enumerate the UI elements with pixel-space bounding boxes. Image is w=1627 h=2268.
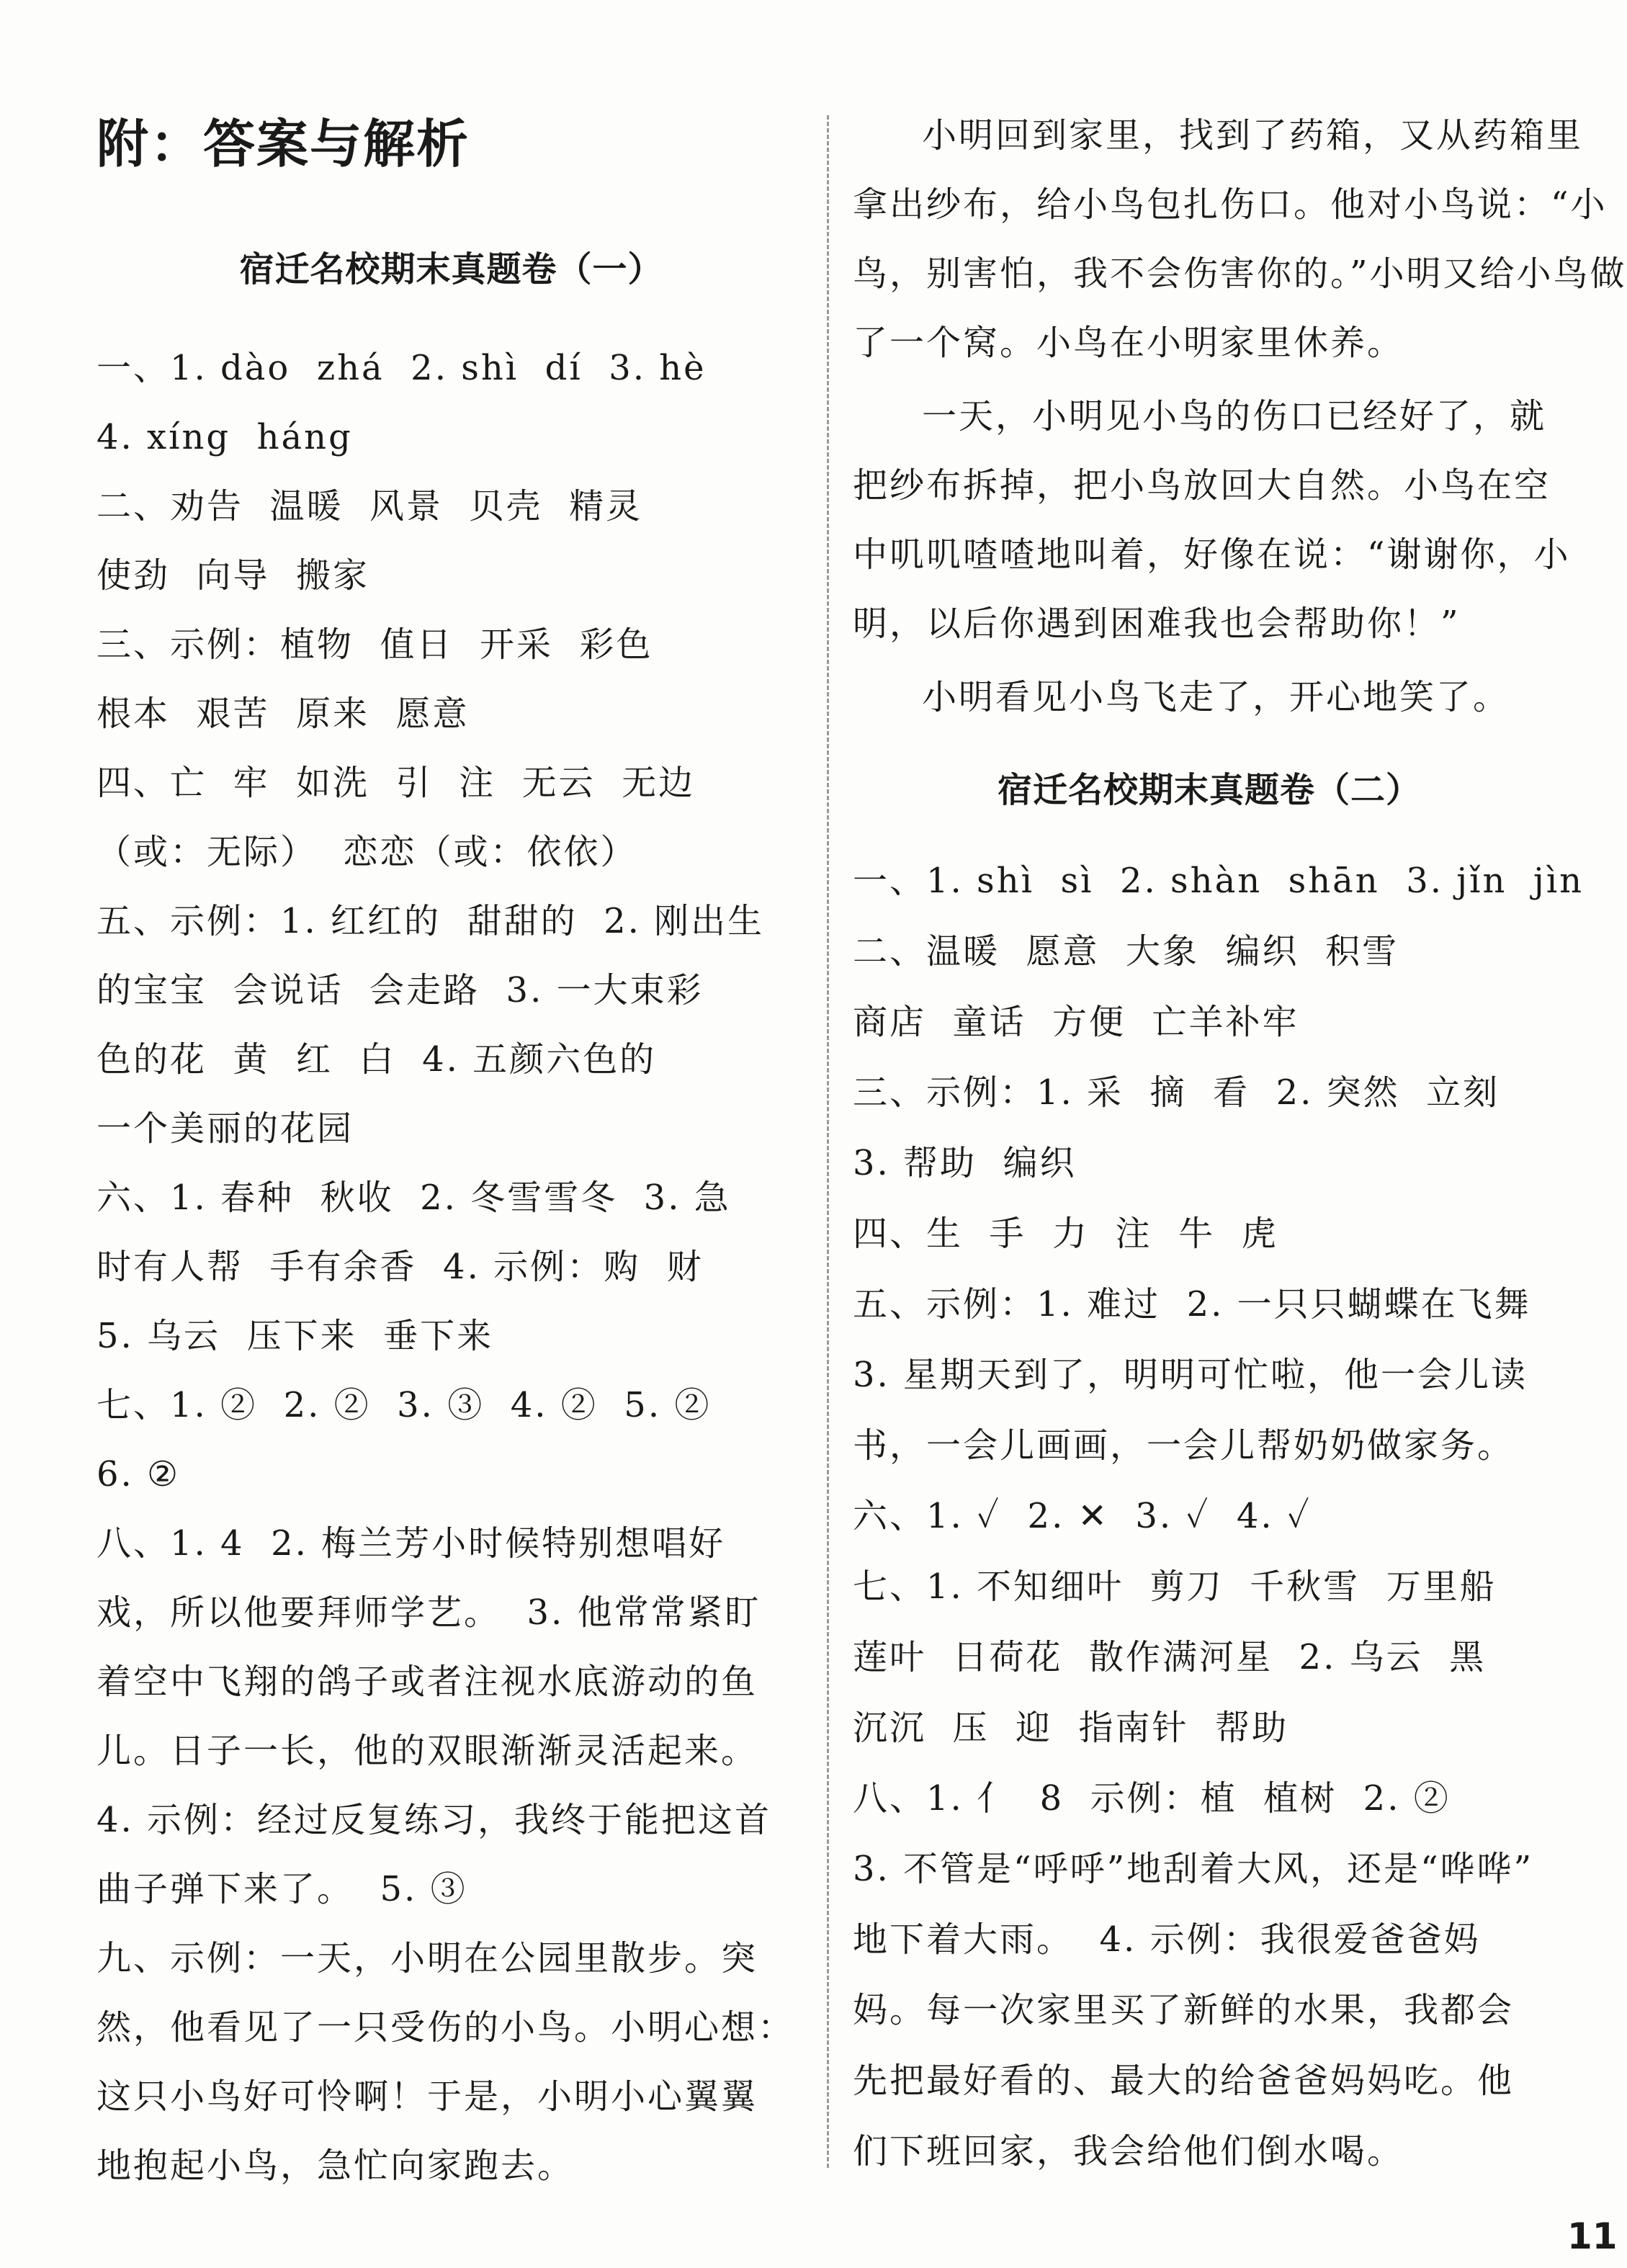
answer-line: 色的花 黄 红 白 4. 五颜六色的 <box>97 1039 657 1080</box>
answer-line: 一个美丽的花园 <box>97 1108 354 1149</box>
answer-line: 一、1. shì sì 2. shàn shān 3. jǐn jìn <box>853 861 1585 901</box>
answer-line: 戏，所以他要拜师学艺。 3. 他常常紧盯 <box>97 1592 761 1633</box>
answer-line: 六、1. 春种 秋收 2. 冬雪雪冬 3. 急 <box>97 1178 731 1218</box>
section-title-exam-2: 宿迁名校期末真题卷（二） <box>997 770 1421 810</box>
story-line: 小明回到家里，找到了药箱，又从药箱里 <box>922 115 1584 156</box>
answer-line: 地抱起小鸟，急忙向家跑去。 <box>97 2146 575 2186</box>
section-title-exam-1: 宿迁名校期末真题卷（一） <box>239 249 663 290</box>
answer-line: 儿。日子一长，他的双眼渐渐灵活起来。 <box>97 1731 758 1771</box>
answer-line: 曲子弹下来了。 5. ③ <box>97 1869 467 1909</box>
answer-line: 先把最好看的、最大的给爸爸妈妈吃。他 <box>853 2061 1515 2101</box>
answer-line: 八、1. 亻 8 示例：植 植树 2. ② <box>853 1778 1451 1819</box>
story-line: 明，以后你遇到困难我也会帮助你！” <box>853 604 1461 644</box>
answer-line: 商店 童话 方便 亡羊补牢 <box>853 1002 1299 1042</box>
answer-line: 根本 艰苦 原来 愿意 <box>97 694 470 734</box>
story-line: 鸟，别害怕，我不会伤害你的。”小明又给小鸟做 <box>853 254 1627 294</box>
answer-line: 3. 帮助 编织 <box>853 1143 1077 1183</box>
story-line: 了一个窝。小鸟在小明家里休养。 <box>853 323 1404 363</box>
answer-line: 七、1. 不知细叶 剪刀 千秋雪 万里船 <box>853 1566 1497 1607</box>
page-number: 11 <box>1567 2215 1618 2257</box>
answer-line: 七、1. ② 2. ② 3. ③ 4. ② 5. ② <box>97 1385 712 1425</box>
answer-line: 使劲 向导 搬家 <box>97 555 370 596</box>
answer-line: 一、1. dào zhá 2. shì dí 3. hè <box>97 348 707 388</box>
answer-line: 妈。每一次家里买了新鲜的水果，我都会 <box>853 1990 1515 2030</box>
column-divider <box>827 115 829 2168</box>
story-line: 一天，小明见小鸟的伤口已经好了，就 <box>922 396 1547 436</box>
story-line: 把纱布拆掉，把小鸟放回大自然。小鸟在空 <box>853 465 1551 506</box>
answer-line: 书，一会儿画画，一会儿帮奶奶做家务。 <box>853 1425 1515 1466</box>
answer-line: 三、示例：植物 值日 开采 彩色 <box>97 624 653 665</box>
story-line: 中叽叽喳喳地叫着，好像在说：“谢谢你，小 <box>853 534 1571 575</box>
answer-line: 九、示例：一天，小明在公园里散步。突 <box>97 1938 758 1978</box>
answer-line: （或：无际） 恋恋（或：依依） <box>97 832 637 872</box>
answer-line: 3. 星期天到了，明明可忙啦，他一会儿读 <box>853 1355 1528 1395</box>
answer-line: 时有人帮 手有余香 4. 示例：购 财 <box>97 1247 704 1287</box>
answer-line: 6. ② <box>97 1454 181 1494</box>
answer-line: 地下着大雨。 4. 示例：我很爱爸爸妈 <box>853 1919 1481 1960</box>
page-title: 附：答案与解析 <box>97 114 470 174</box>
answer-line: 4. 示例：经过反复练习，我终于能把这首 <box>97 1800 772 1840</box>
answer-line: 四、亡 牢 如洗 引 注 无云 无边 <box>97 763 696 803</box>
answer-line: 二、劝告 温暖 风景 贝壳 精灵 <box>97 486 643 526</box>
answer-line: 着空中飞翔的鸽子或者注视水底游动的鱼 <box>97 1662 758 1702</box>
answer-line: 的宝宝 会说话 会走路 3. 一大束彩 <box>97 970 704 1010</box>
answer-line: 然，他看见了一只受伤的小鸟。小明心想： <box>97 2007 795 2048</box>
answer-line: 五、示例：1. 红红的 甜甜的 2. 刚出生 <box>97 901 765 941</box>
answer-line: 沉沉 压 迎 指南针 帮助 <box>853 1708 1289 1748</box>
answer-line: 5. 乌云 压下来 垂下来 <box>97 1316 494 1356</box>
answer-line: 们下班回家，我会给他们倒水喝。 <box>853 2131 1404 2171</box>
answer-line: 二、温暖 愿意 大象 编织 积雪 <box>853 931 1399 972</box>
answer-line: 4. xíng háng <box>97 417 353 457</box>
answer-line: 四、生 手 力 注 牛 虎 <box>853 1214 1278 1254</box>
story-line: 小明看见小鸟飞走了，开心地笑了。 <box>922 677 1510 717</box>
answer-line: 八、1. 4 2. 梅兰芳小时候特别想唱好 <box>97 1523 726 1564</box>
answer-line: 这只小鸟好可怜啊！于是，小明小心翼翼 <box>97 2076 758 2117</box>
answer-line: 六、1. ✓ 2. ✕ 3. ✓ 4. ✓ <box>853 1496 1312 1536</box>
answer-line: 莲叶 日荷花 散作满河星 2. 乌云 黑 <box>853 1637 1487 1677</box>
story-line: 拿出纱布，给小鸟包扎伤口。他对小鸟说：“小 <box>853 184 1608 225</box>
answer-line: 3. 不管是“呼呼”地刮着大风，还是“哗哗” <box>853 1849 1534 1889</box>
answer-line: 五、示例：1. 难过 2. 一只只蝴蝶在飞舞 <box>853 1284 1531 1325</box>
answer-line: 三、示例：1. 采 摘 看 2. 突然 立刻 <box>853 1072 1500 1113</box>
